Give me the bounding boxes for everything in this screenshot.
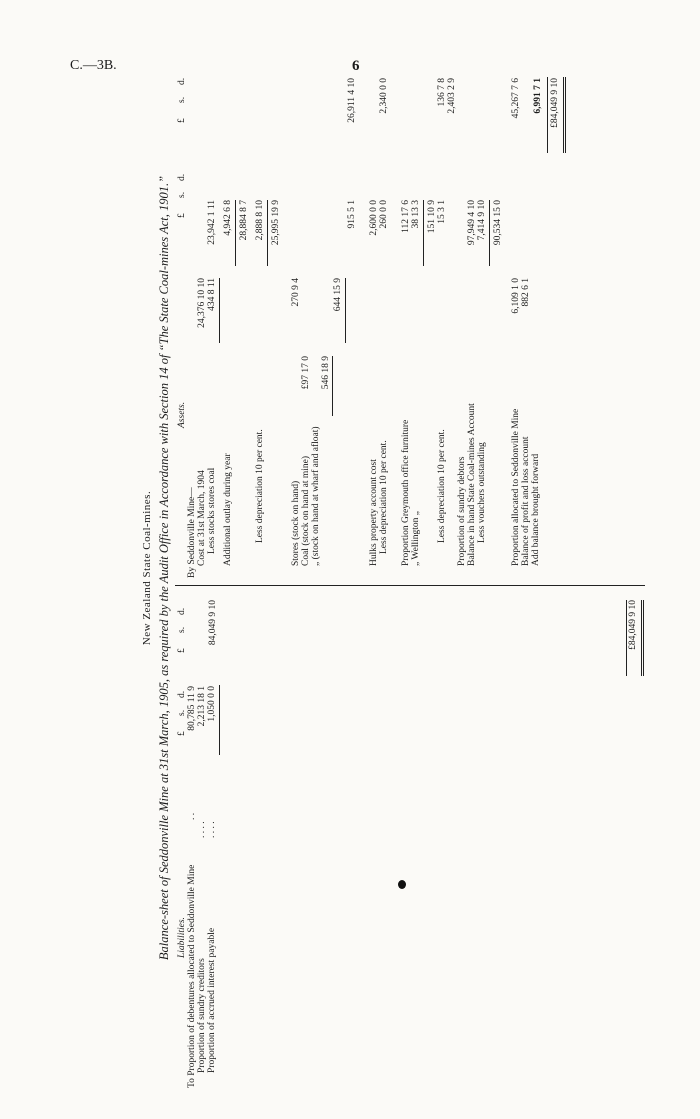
page-reference: C.—3B. bbox=[70, 58, 117, 73]
asset-row-label: Less vouchers outstanding bbox=[477, 442, 487, 543]
asset-amount-col3: 6,991 7 1 bbox=[533, 78, 543, 114]
asset-amount-col2: 7,414 9 10 bbox=[477, 200, 487, 241]
asset-rule bbox=[267, 200, 268, 266]
asset-amount-col2: 28,884 8 7 bbox=[239, 200, 249, 241]
balance-sheet bbox=[135, 48, 645, 1088]
asset-row-label: By Seddonville Mine— bbox=[187, 487, 197, 578]
asset-amount-col2: 90,534 15 0 bbox=[493, 200, 503, 246]
asset-row-label: „ Wellington „ bbox=[411, 511, 421, 566]
liab-subtotal-rule bbox=[219, 685, 220, 755]
asset-amount-col2: 915 5 1 bbox=[347, 200, 357, 229]
liab-col-shilling-2: s. bbox=[177, 626, 187, 633]
asset-amount-col2: 4,942 6 8 bbox=[223, 200, 233, 236]
liab-col-shilling: s. bbox=[177, 709, 187, 716]
asset-total-rule-b2 bbox=[565, 77, 566, 153]
asset-row-label: Less depreciation 10 per cent. bbox=[437, 429, 447, 543]
asset-total-rule-top bbox=[547, 77, 548, 153]
asset-rule bbox=[332, 356, 333, 416]
liab-row-label: Proportion of sundry creditors bbox=[197, 958, 207, 1073]
side-divider bbox=[175, 585, 645, 586]
asset-rule bbox=[423, 200, 424, 266]
liab-col-pound-2: £ bbox=[177, 648, 187, 653]
liab-col-pound: £ bbox=[177, 731, 187, 736]
asset-rule bbox=[219, 278, 220, 343]
asset-amount-col2: 25,995 19 9 bbox=[271, 200, 281, 246]
asset-amount-col1: 434 8 11 bbox=[207, 278, 217, 311]
asset-row-label: Stores (stock on hand) bbox=[291, 480, 301, 566]
asset-total: £84,049 9 10 bbox=[550, 78, 560, 128]
liab-row-dots: . . bbox=[187, 812, 197, 820]
asset-row-label: Proportion Greymouth office furniture bbox=[401, 419, 411, 566]
asset-amount-col0: £97 17 0 bbox=[301, 356, 311, 390]
asset-col-shilling: s. bbox=[177, 191, 187, 198]
liab-total-rule-b1 bbox=[641, 600, 642, 676]
liab-row-dots: . . . . bbox=[207, 821, 217, 838]
asset-amount-col3: 2,403 2 9 bbox=[447, 78, 457, 114]
asset-amount-col1: 644 15 9 bbox=[333, 278, 343, 312]
liabilities-heading: Liabilities. bbox=[177, 917, 187, 958]
liab-total-rule-top bbox=[626, 600, 627, 676]
asset-total-rule-b1 bbox=[563, 77, 564, 153]
asset-row-label: Proportion of sundry debtors bbox=[457, 456, 467, 566]
liab-row-amount: 2,213 18 1 bbox=[197, 686, 207, 727]
asset-col-pence-2: d. bbox=[177, 77, 187, 85]
asset-row-label: Additional outlay during year bbox=[223, 453, 233, 566]
asset-row-label: Add balance brought forward bbox=[531, 453, 541, 566]
liab-total: £84,049 9 10 bbox=[628, 600, 638, 650]
asset-row-label: Less stocks stores coal bbox=[207, 467, 217, 554]
asset-row-label: Balance of profit and loss account bbox=[521, 436, 531, 566]
asset-row-label: „ (stock on hand at wharf and afloat) bbox=[311, 426, 321, 566]
asset-amount-col2: 2,888 8 10 bbox=[255, 200, 265, 241]
asset-amount-col1: 882 6 1 bbox=[521, 278, 531, 307]
asset-amount-col2: 97,949 4 10 bbox=[467, 200, 477, 246]
liab-total-rule-b2 bbox=[643, 600, 644, 676]
asset-amount-col2: 38 13 3 bbox=[411, 200, 421, 229]
asset-amount-col1: 6,109 1 0 bbox=[511, 278, 521, 314]
asset-amount-col3: 2,340 0 0 bbox=[379, 78, 389, 114]
liab-col-pence-2: d. bbox=[177, 607, 187, 615]
liab-subtotal: 84,049 9 10 bbox=[208, 600, 218, 646]
asset-amount-col3: 26,911 4 10 bbox=[347, 78, 357, 123]
asset-col-pound: £ bbox=[177, 213, 187, 218]
liab-row-dots: . . . . bbox=[197, 821, 207, 838]
asset-amount-col2: 23,942 1 11 bbox=[207, 200, 217, 245]
asset-row-label: Proportion allocated to Seddonville Mine bbox=[511, 408, 521, 566]
page-number: 6 bbox=[352, 58, 360, 74]
asset-row-label: Cost at 31st March, 1904 bbox=[197, 470, 207, 566]
asset-amount-col2: 2,600 0 0 bbox=[369, 200, 379, 236]
asset-amount-col2: 260 0 0 bbox=[379, 200, 389, 229]
asset-col-pound-2: £ bbox=[177, 118, 187, 123]
asset-rule bbox=[489, 200, 490, 266]
liab-col-pence: d. bbox=[177, 690, 187, 698]
liab-row-label: To Proportion of debentures allocated to Seddonville Mine bbox=[187, 864, 197, 1088]
asset-row-label: Less depreciation 10 per cent. bbox=[255, 429, 265, 543]
asset-amount-col3: 136 7 8 bbox=[437, 78, 447, 107]
asset-amount-col1: 270 9 4 bbox=[291, 278, 301, 307]
asset-col-shilling-2: s. bbox=[177, 96, 187, 103]
asset-col-pence: d. bbox=[177, 173, 187, 181]
asset-amount-col2: 112 17 6 bbox=[401, 200, 411, 233]
asset-row-label: Hulks property account cost bbox=[369, 459, 379, 566]
liab-row-amount: 80,785 11 9 bbox=[187, 686, 197, 731]
sheet-subtitle: Balance-sheet of Seddonville Mine at 31st March, 1905, as required by the Audit Office in Accordance with Section 14 of “The State Coal-mines Act, 1901.” bbox=[157, 175, 171, 961]
asset-row-label: Less depreciation 10 per cent. bbox=[379, 440, 389, 554]
asset-rule bbox=[235, 200, 236, 266]
liab-row-amount: 1,050 0 0 bbox=[207, 686, 217, 722]
asset-rule bbox=[345, 278, 346, 343]
sheet-title: New Zealand State Coal-mines. bbox=[141, 490, 153, 646]
asset-amount-col3: 45,267 7 6 bbox=[511, 78, 521, 119]
liab-row-label: Proportion of accrued interest payable bbox=[207, 927, 217, 1073]
asset-amount-col0: 546 18 9 bbox=[321, 356, 331, 390]
asset-amount-col1: 24,376 10 10 bbox=[197, 278, 207, 328]
assets-heading: Assets. bbox=[177, 401, 187, 428]
asset-row-label: Balance in hand State Coal-mines Account bbox=[467, 403, 477, 566]
asset-amount-col2: 15 3 1 bbox=[437, 200, 447, 224]
asset-row-label: Coal (stock on hand at mine) bbox=[301, 455, 311, 566]
asset-amount-col2: 151 10 9 bbox=[427, 200, 437, 234]
